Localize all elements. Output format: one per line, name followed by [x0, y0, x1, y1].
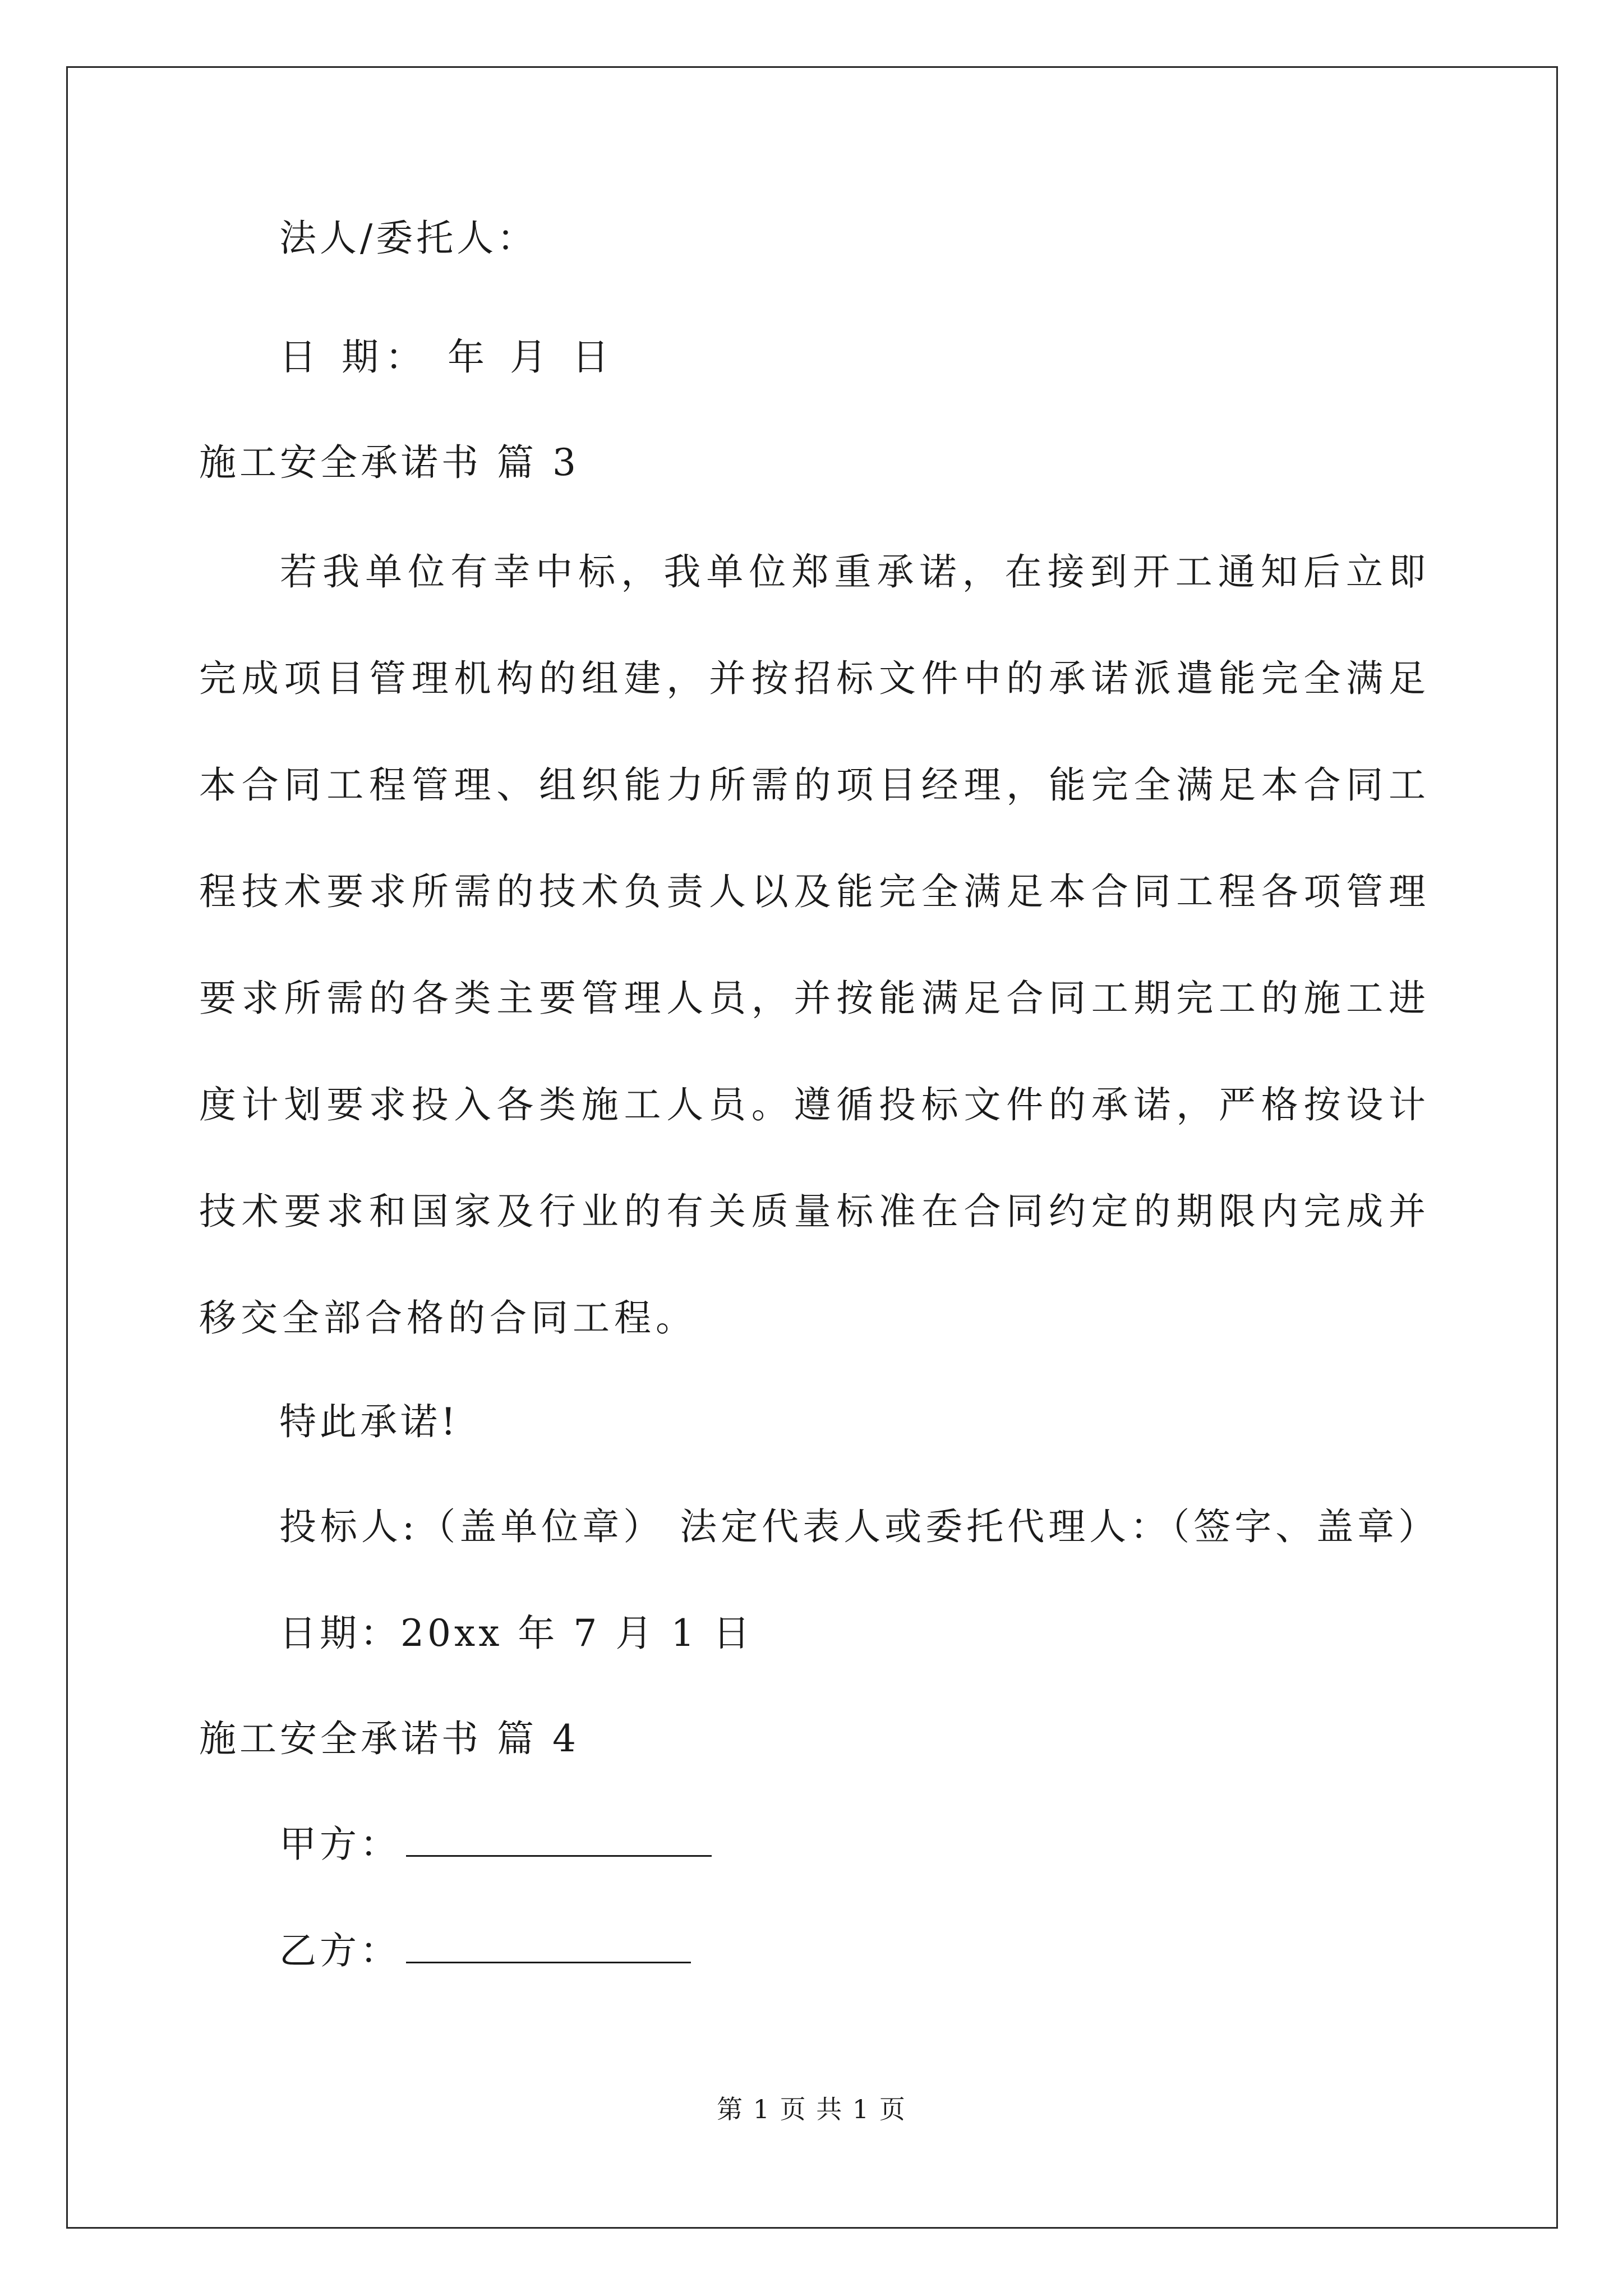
page-footer: 第 1 页 共 1 页	[717, 2094, 906, 2124]
party-a-label: 甲方：	[279, 1823, 400, 1866]
legal-person-line: 法人/委托人：	[279, 217, 538, 260]
date-blank-line: 日 期： 年 月 日	[279, 335, 616, 379]
section-heading-3: 施工安全承诺书 篇 3	[199, 441, 579, 484]
party-b-label: 乙方：	[279, 1929, 400, 1972]
section-heading-4: 施工安全承诺书 篇 4	[199, 1717, 579, 1760]
party-b-blank	[406, 1927, 691, 1963]
bidder-signature-line: 投标人:（盖单位章） 法定代表人或委托代理人：（签字、盖章）	[279, 1505, 1440, 1548]
date-filled-line: 日期：20xx 年 7 月 1 日	[279, 1612, 754, 1655]
party-b-line	[279, 1927, 691, 1973]
special-commitment-line: 特此承诺!	[279, 1400, 459, 1443]
party-a-line	[279, 1820, 712, 1867]
party-a-blank	[406, 1820, 712, 1857]
commitment-paragraph: 若我单位有幸中标，我单位郑重承诺，在接到开工通知后立即完成项目管理机构的组建，并按招标文件中的承诺派遣能完全满足本合同工程管理、组织能力所需的项目经理，能完全满足本合同工程技术要求所需的技术负责人以及能完全满足本合同工程各项管理要求所需的各类主要管理人员，并按能满足合同工期完工的施工进度计划要求投入各类施工人员。遵循投标文件的承诺，严格按设计技术要求和国家及行业的有关质量标准在合同约定的期限内完成并移交全部合格的合同工程。	[199, 550, 1430, 1340]
